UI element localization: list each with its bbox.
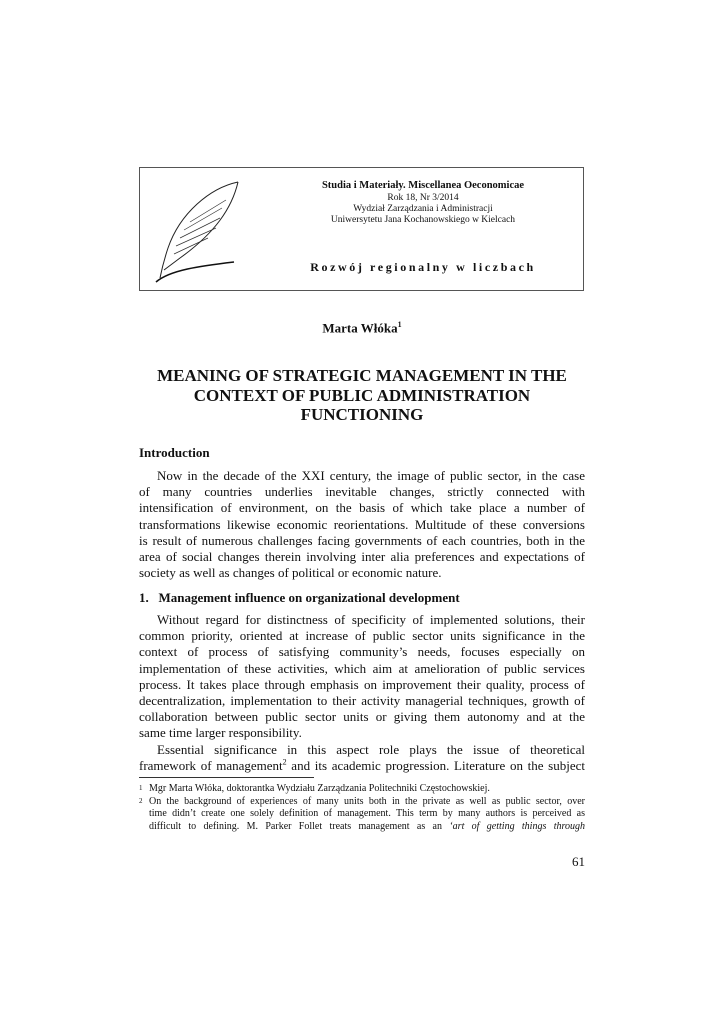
footnote-line: On the background of experiences of many units both in the private as well as public sector, over (149, 795, 585, 807)
text-line: area of social changes therein involving inter alia preferences and expectations of (139, 548, 585, 564)
journal-name: Studia i Materiały. Miscellanea Oeconomicae (321, 180, 525, 191)
text-line: collaboration between public sector units or giving them autonomy and at the (139, 709, 585, 725)
text-line: process. It takes place through emphasis on improvement their quality, process of (139, 676, 585, 692)
footnote-line: time didn’t create one solely definition of management. This term by many authors is perceived as (149, 808, 585, 820)
section-heading-introduction: Introduction (139, 445, 210, 460)
title-line: FUNCTIONING (300, 405, 424, 424)
footnote-line: Mgr Marta Włóka, doktorantka Wydziału Zarządzania Politechniki Częstochowskiej. (149, 783, 490, 794)
journal-faculty: Wydział Zarządzania i Administracji (353, 204, 493, 214)
text-line: of many countries underlies inevitable changes, strictly connected with (139, 484, 585, 500)
text-line: transformations likewise economic reorientations. Multitude of these conversions (139, 516, 585, 532)
text-line: implementation of these activities, which aim at amelioration of public services (139, 660, 585, 676)
footnote-divider (139, 777, 314, 778)
page-number: 61 (572, 854, 585, 869)
title-line: MEANING OF STRATEGIC MANAGEMENT IN THE (157, 366, 567, 385)
footnote-2 (139, 796, 585, 834)
text-line: Now in the decade of the XXI century, the image of public sector, in the case (157, 468, 585, 483)
footnote-1 (139, 783, 585, 796)
text-line: is result of numerous challenges facing governments of each countries, both in the (139, 532, 585, 548)
footnote-mark: 1 (397, 320, 402, 329)
text-run: framework of management (139, 757, 283, 773)
footnote-line (149, 821, 585, 834)
text-run: and its academic progression. Literature on the subject (286, 757, 585, 773)
intro-paragraph (139, 468, 585, 581)
section1-paragraph-1 (139, 612, 585, 774)
author (0, 320, 724, 336)
text-line: same time larger responsibility. (139, 725, 302, 741)
text-line: common priority, oriented at increase of public sector units significance in the (139, 628, 585, 644)
text-run: difficult to defining. M. Parker Follet treats management as an (149, 820, 450, 832)
text-line: context of process of satisfying community’s needs, focuses especially on (139, 644, 585, 660)
footnotes (139, 783, 585, 833)
title-line: CONTEXT OF PUBLIC ADMINISTRATION (193, 385, 531, 405)
text-line: intensification of environment, on the basis of which take place a number of (139, 500, 585, 516)
italic-quote: ‘art of getting things through (449, 820, 585, 832)
section-heading-1: 1. Management influence on organizational development (139, 590, 460, 605)
footnote-number: 1 (139, 784, 143, 792)
journal-university: Uniwersytetu Jana Kochanowskiego w Kielcach (330, 215, 516, 225)
text-line: society as well as changes of political or economic nature. (139, 565, 442, 581)
journal-issue: Rok 18, Nr 3/2014 (387, 193, 459, 203)
quill-logo-icon (150, 178, 245, 286)
paper-title (139, 366, 585, 425)
journal-series: Rozwój regionalny w liczbach (310, 260, 536, 274)
footnote-mark: 2 (282, 757, 287, 767)
author-name: Marta Włóka (322, 320, 398, 336)
text-line (139, 758, 585, 774)
footnote-number: 2 (139, 796, 143, 805)
text-line: Without regard for distinctness of specificity of implemented solutions, their (157, 612, 585, 627)
text-line: decentralization, implementation to their activity managerial techniques, growth of (139, 692, 585, 708)
text-line: Essential significance in this aspect role plays the issue of theoretical (157, 741, 585, 757)
